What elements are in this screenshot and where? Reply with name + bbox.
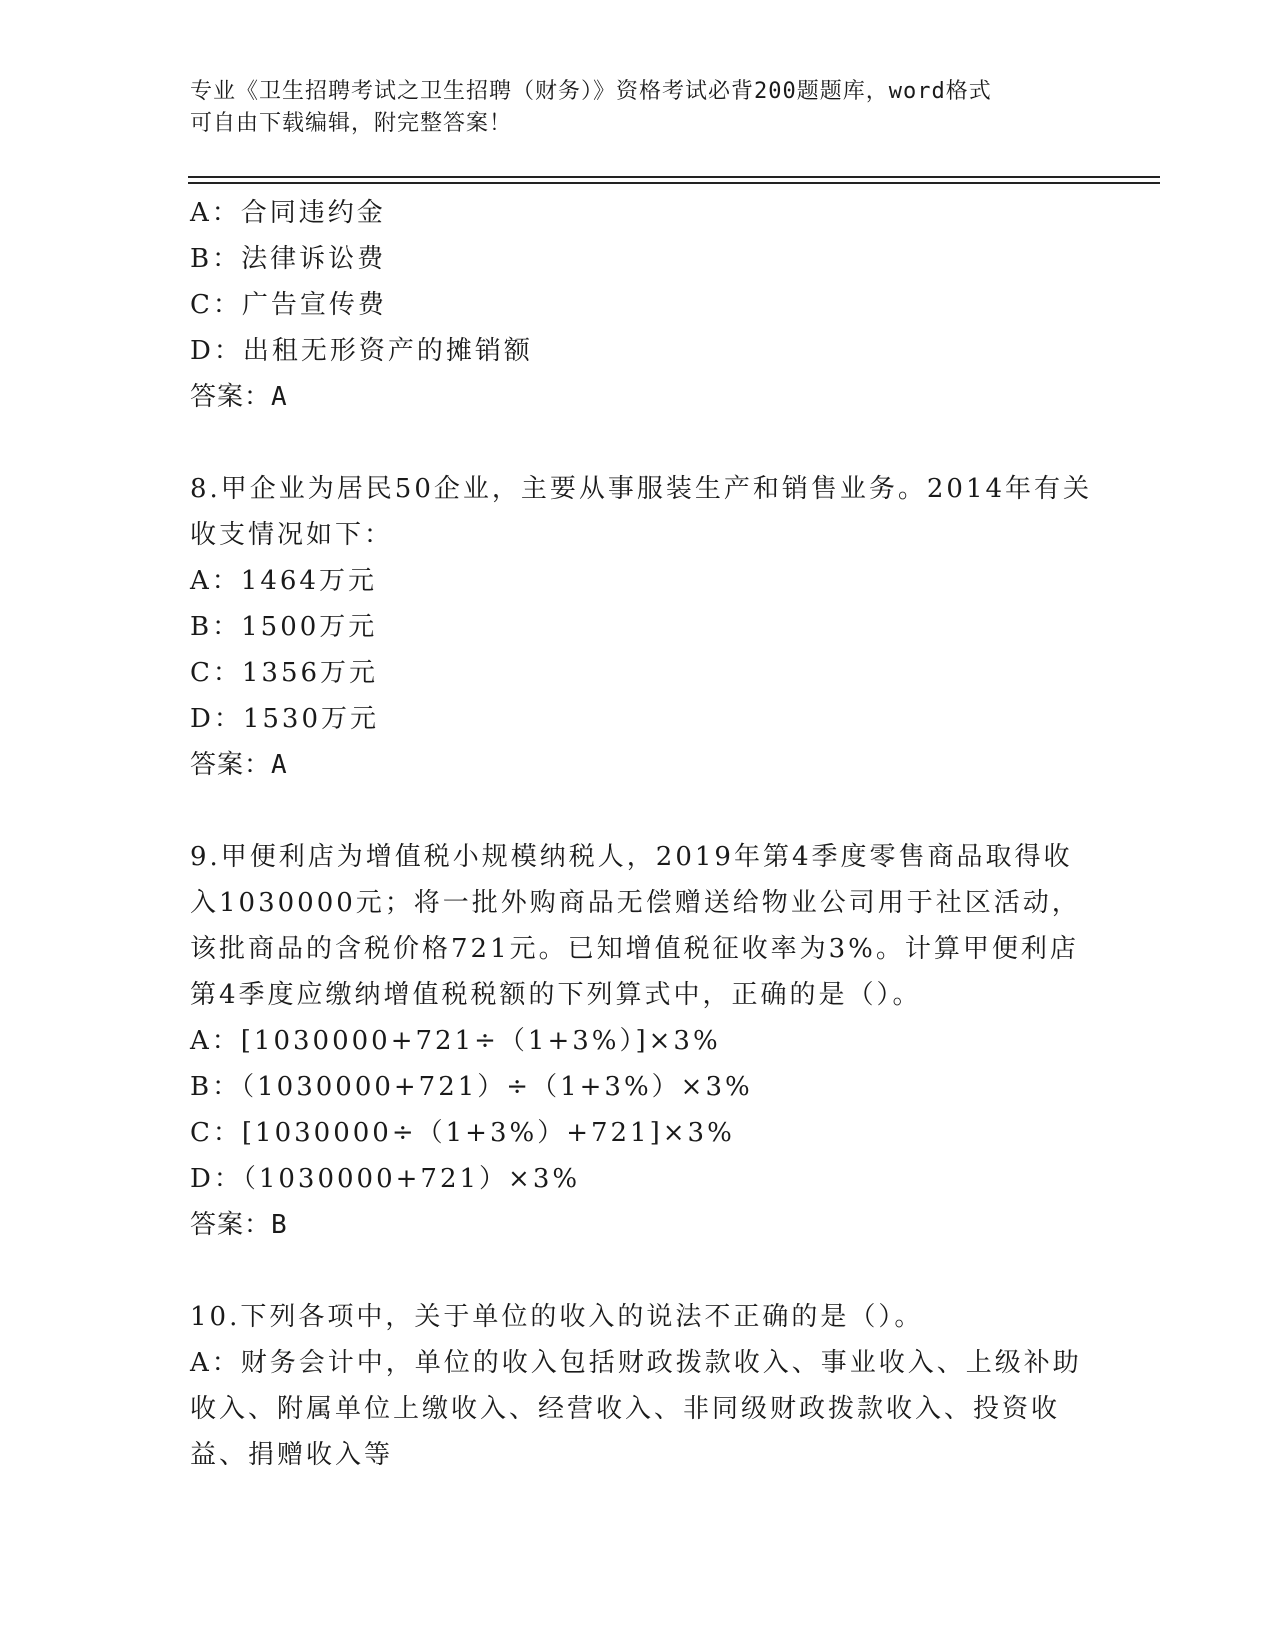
question-7-block	[190, 190, 1090, 420]
header-divider-bottom	[188, 182, 1160, 184]
question-stem-line: 9.甲便利店为增值税小规模纳税人，2019年第4季度零售商品取得收	[190, 842, 1073, 872]
question-stem-line: 第4季度应缴纳增值税税额的下列算式中，正确的是（）。	[190, 980, 922, 1010]
option-c: C：1356万元	[190, 658, 379, 688]
option-a: A：1464万元	[190, 566, 377, 596]
question-stem-line: 8.甲企业为居民50企业，主要从事服装生产和销售业务。2014年有关	[190, 474, 1093, 504]
header-line-2: 可自由下载编辑，附完整答案！	[190, 111, 513, 136]
option-a: A：[1030000+721÷（1+3%）]×3%	[190, 1026, 721, 1056]
option-a-line: 收入、附属单位上缴收入、经营收入、非同级财政拨款收入、投资收	[190, 1394, 1061, 1424]
option-a: A：合同违约金	[190, 198, 386, 228]
question-stem-line: 收支情况如下：	[190, 520, 394, 550]
option-c: C：广告宣传费	[190, 290, 387, 320]
answer-line: 答案：A	[190, 750, 288, 780]
header-divider-top	[188, 176, 1160, 178]
question-stem-line: 10.下列各项中，关于单位的收入的说法不正确的是（）。	[190, 1302, 924, 1332]
option-b: B：1500万元	[190, 612, 378, 642]
question-10-block	[190, 1294, 1090, 1478]
question-9-block	[190, 834, 1090, 1248]
question-stem-line: 入1030000元；将一批外购商品无偿赠送给物业公司用于社区活动，	[190, 888, 1081, 918]
header-line-1: 专业《卫生招聘考试之卫生招聘（财务）》资格考试必背200题题库，word格式	[190, 79, 992, 104]
spacer	[190, 788, 1090, 834]
answer-line: 答案：A	[190, 382, 288, 412]
answer-line: 答案：B	[190, 1210, 288, 1240]
question-stem-line: 该批商品的含税价格721元。已知增值税征收率为3%。计算甲便利店	[190, 934, 1079, 964]
page-header	[190, 76, 1110, 140]
question-8-block	[190, 466, 1093, 788]
option-d: D：1530万元	[190, 704, 380, 734]
spacer	[190, 1248, 1090, 1294]
option-b: B：（1030000+721）÷（1+3%）×3%	[190, 1072, 753, 1102]
option-a-line: A：财务会计中，单位的收入包括财政拨款收入、事业收入、上级补助	[190, 1348, 1082, 1378]
question-content	[190, 190, 1093, 1478]
option-d: D：出租无形资产的摊销额	[190, 336, 533, 366]
spacer	[190, 420, 1090, 466]
option-b: B：法律诉讼费	[190, 244, 387, 274]
option-c: C：[1030000÷（1+3%）+721]×3%	[190, 1118, 735, 1148]
option-d: D：（1030000+721）×3%	[190, 1164, 581, 1194]
option-a-line: 益、捐赠收入等	[190, 1440, 394, 1470]
